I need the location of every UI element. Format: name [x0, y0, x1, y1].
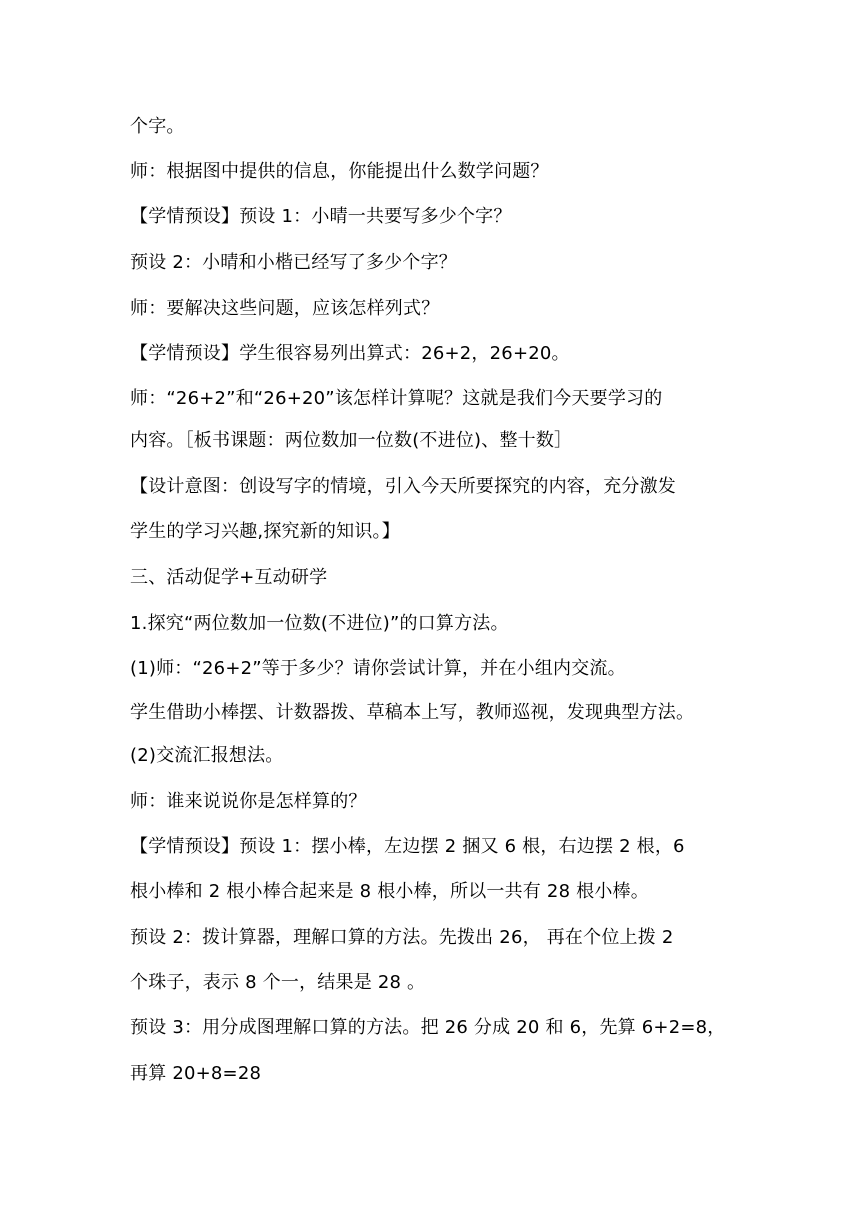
- text-line: 个珠子，表示 8 个一，结果是 28 。: [130, 972, 426, 993]
- subsection-heading: 1.探究“两位数加一位数(不进位)”的口算方法。: [130, 613, 509, 634]
- text-line: (2)交流汇报想法。: [130, 745, 284, 766]
- text-line: 师：“26+2”和“26+20”该怎样计算呢？这就是我们今天要学习的: [130, 388, 663, 409]
- text-line: 学生借助小棒摆、计数器拨、草稿本上写，教师巡视，发现典型方法。: [130, 702, 695, 723]
- text-line: 【学情预设】学生很容易列出算式：26+2，26+20。: [130, 343, 570, 364]
- section-heading: 三、活动促学+互动研学: [130, 567, 328, 588]
- text-line: 内容。［板书课题：两位数加一位数(不进位)、整十数］: [130, 430, 573, 451]
- text-line: 【学情预设】预设 1：摆小棒，左边摆 2 捆又 6 根，右边摆 2 根，6: [130, 836, 685, 857]
- text-line: (1)师：“26+2”等于多少？请你尝试计算，并在小组内交流。: [130, 658, 626, 679]
- text-line: 预设 3：用分成图理解口算的方法。把 26 分成 20 和 6，先算 6+2=8，: [130, 1017, 726, 1038]
- text-line: 师：根据图中提供的信息，你能提出什么数学问题？: [130, 161, 549, 182]
- text-line: 【设计意图：创设写字的情境，引入今天所要探究的内容，充分激发: [130, 476, 676, 497]
- text-line: 师：要解决这些问题，应该怎样列式？: [130, 298, 440, 319]
- text-line: 【学情预设】预设 1：小晴一共要写多少个字？: [130, 206, 512, 227]
- text-line: 师：谁来说说你是怎样算的？: [130, 791, 367, 812]
- text-line: 再算 20+8=28: [130, 1063, 262, 1084]
- text-line: 预设 2：拨计算器，理解口算的方法。先拨出 26， 再在个位上拨 2: [130, 927, 674, 948]
- text-line: 学生的学习兴趣,探究新的知识。】: [130, 521, 400, 542]
- text-line: 预设 2：小晴和小楷已经写了多少个字？: [130, 252, 457, 273]
- text-line: 根小棒和 2 根小棒合起来是 8 根小棒，所以一共有 28 根小棒。: [130, 881, 649, 902]
- text-line: 个字。: [130, 116, 185, 137]
